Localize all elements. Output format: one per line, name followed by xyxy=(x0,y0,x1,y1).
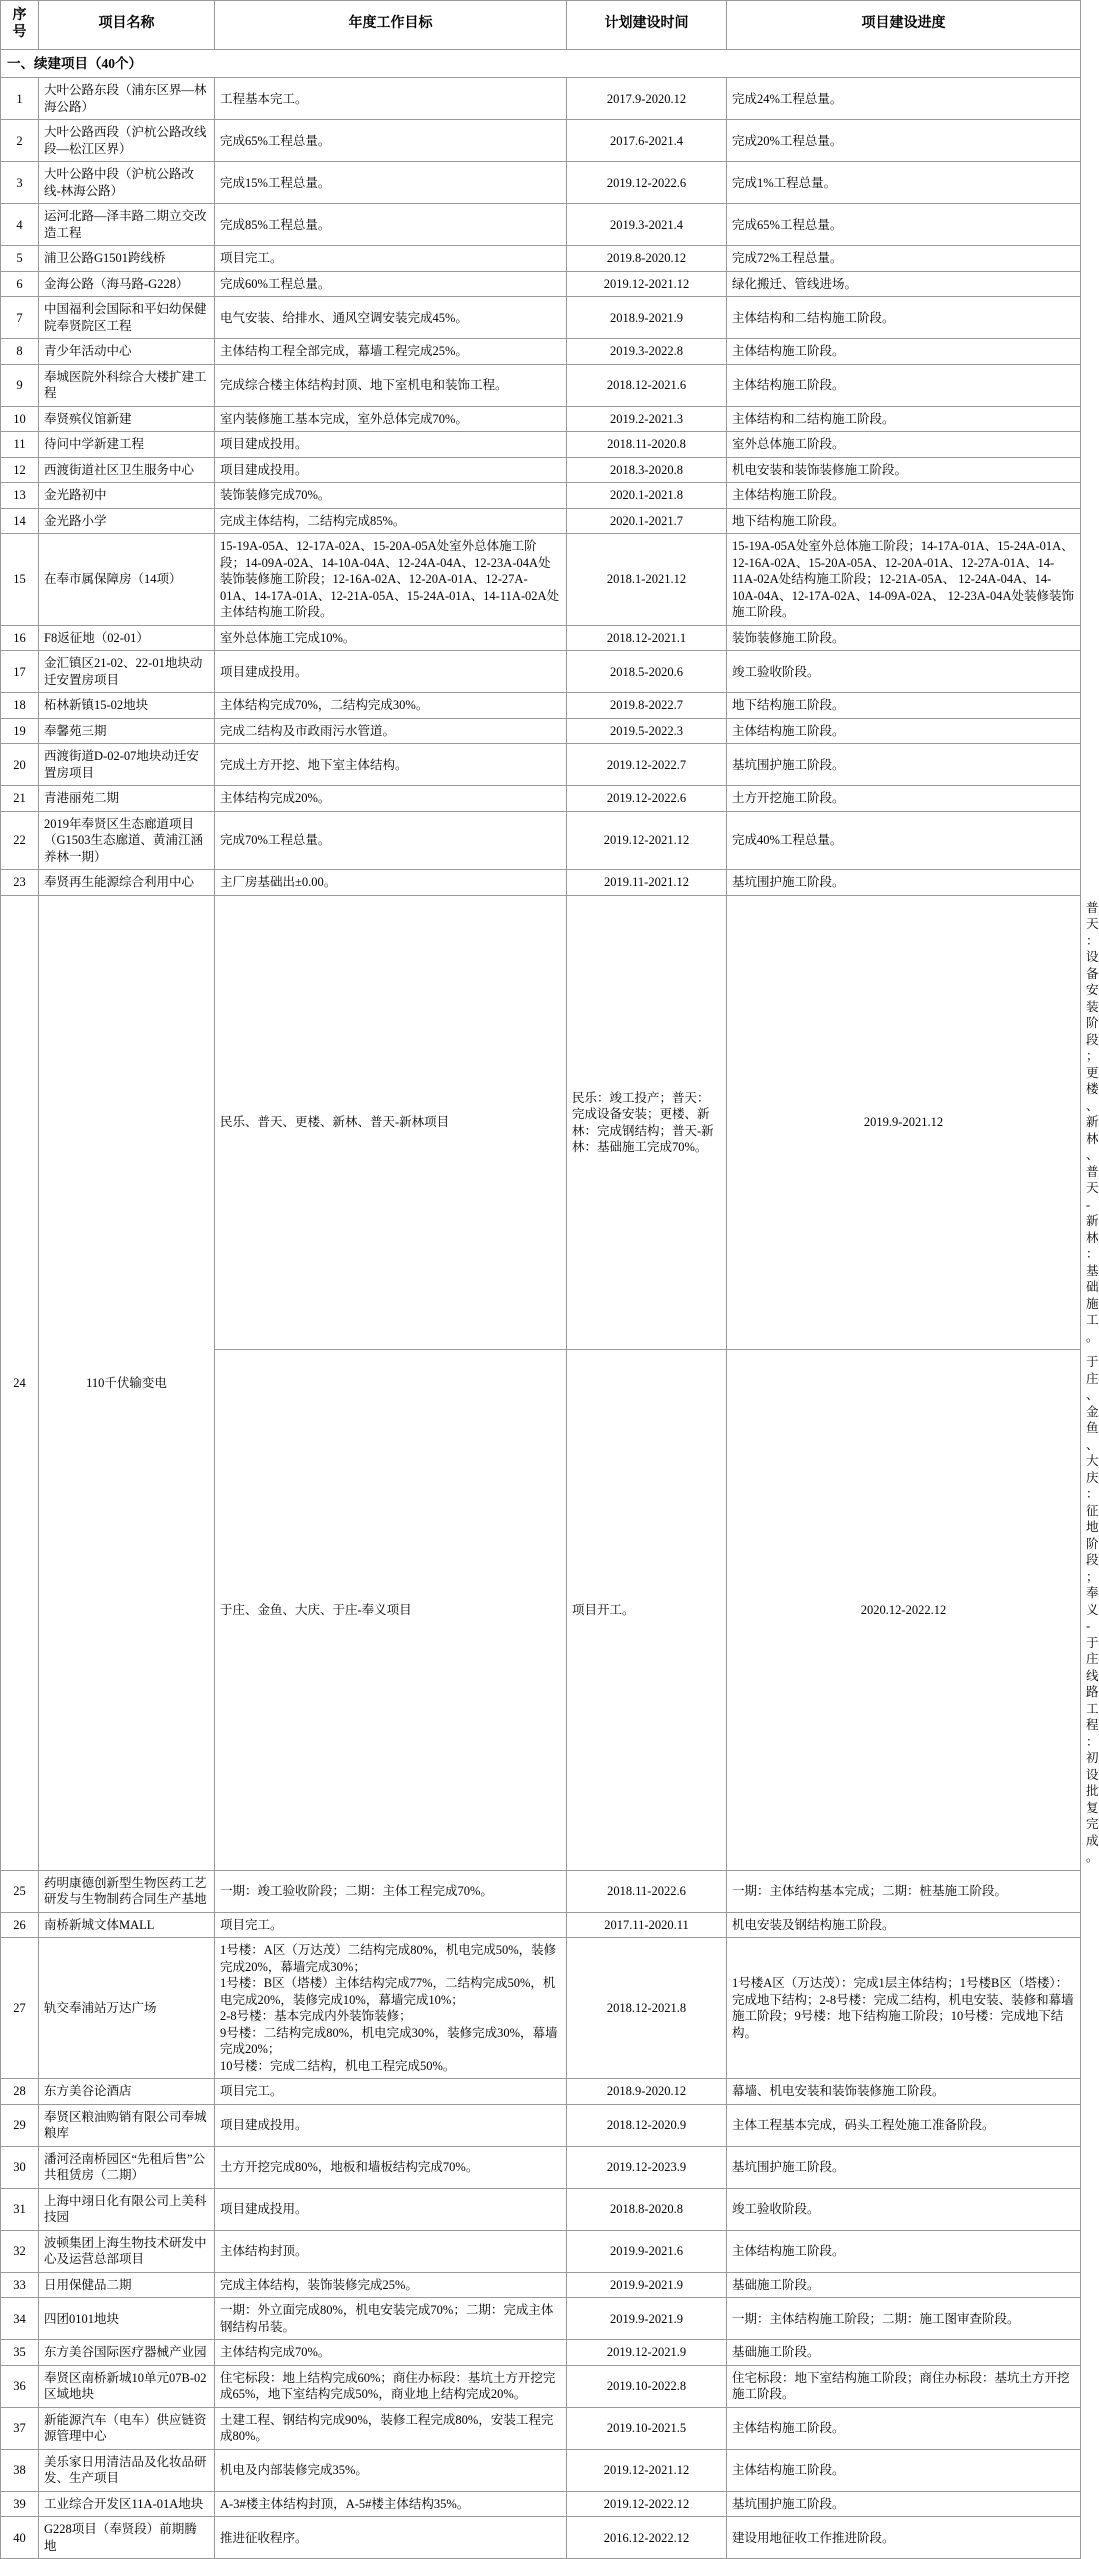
row-time: 2019.12-2021.12 xyxy=(567,811,727,870)
table-row xyxy=(1,1912,1081,1938)
row-seq: 23 xyxy=(1,870,39,896)
row-progress: 建设用地征收工作推进阶段。 xyxy=(727,2517,1081,2559)
row-progress: 基础施工阶段。 xyxy=(727,2272,1081,2298)
table-row xyxy=(1,625,1081,651)
table-row xyxy=(1,483,1081,509)
row-progress: 主体结构施工阶段。 xyxy=(727,339,1081,365)
row-goal: 一期：竣工验收阶段；二期：主体工程完成70%。 xyxy=(215,1870,567,1912)
table-row xyxy=(1,693,1081,719)
row-progress: 基坑围护施工阶段。 xyxy=(727,2491,1081,2517)
column-header-seq-char: 号 xyxy=(12,24,27,40)
row-goal: 推进征收程序。 xyxy=(215,2517,567,2559)
table-row xyxy=(1,2407,1081,2449)
row-time: 2018.11-2022.6 xyxy=(567,1870,727,1912)
row-time: 2019.12-2022.6 xyxy=(567,162,727,204)
row-goal: 完成65%工程总量。 xyxy=(215,120,567,162)
row-progress: 主体结构和二结构施工阶段。 xyxy=(727,297,1081,339)
row-time: 2018.12-2021.6 xyxy=(567,364,727,406)
row-goal: 装饰装修完成70%。 xyxy=(215,483,567,509)
row-name: 西渡街道D-02-07地块动迁安置房项目 xyxy=(39,744,215,786)
row-progress: 竣工验收阶段。 xyxy=(727,2188,1081,2230)
table-row xyxy=(1,78,1081,120)
table-row xyxy=(1,811,1081,870)
table-row xyxy=(1,162,1081,204)
row-name: 奉贤再生能源综合利用中心 xyxy=(39,870,215,896)
row-progress: 主体结构施工阶段。 xyxy=(727,483,1081,509)
row-progress: 一期：主体结构施工阶段；二期：施工图审查阶段。 xyxy=(727,2298,1081,2340)
row-time: 2020.1-2021.8 xyxy=(567,483,727,509)
row-time: 2019.10-2022.8 xyxy=(567,2365,727,2407)
table-row xyxy=(1,457,1081,483)
row-seq: 17 xyxy=(1,651,39,693)
row-seq: 33 xyxy=(1,2272,39,2298)
row-goal: 15-19A-05A、12-17A-02A、15-20A-05A处室外总体施工阶段；14-09A-02A、14-10A-04A、12-24A-04A、12-23A-04A处装饰装修施工阶段；12-16A-02A、12-20A-01A、12-27A-01A、14-17A-01A、12-21A-05A、15-24A-01A、14-11A-02A处主体结构施工阶段。 xyxy=(215,534,567,626)
row-goal: 室外总体施工完成10%。 xyxy=(215,625,567,651)
row-progress: 竣工验收阶段。 xyxy=(727,651,1081,693)
table-header xyxy=(1,1,1081,50)
column-header-time: 计划建设时间 xyxy=(567,1,727,50)
row-goal: 完成土方开挖、地下室主体结构。 xyxy=(215,744,567,786)
table-row xyxy=(1,1870,1081,1912)
row-goal: 主体结构完成20%。 xyxy=(215,786,567,812)
row-time: 2018.1-2021.12 xyxy=(567,534,727,626)
table-row xyxy=(1,2517,1081,2559)
row-progress: 装饰装修施工阶段。 xyxy=(727,625,1081,651)
row-name: 东方美谷国际医疗器械产业园 xyxy=(39,2340,215,2366)
row-seq: 6 xyxy=(1,271,39,297)
row-name: 南桥新城文体MALL xyxy=(39,1912,215,1938)
row-time: 2020.12-2022.12 xyxy=(727,1350,1081,1871)
row-seq: 39 xyxy=(1,2491,39,2517)
column-header-goal: 年度工作目标 xyxy=(215,1,567,50)
row-time: 2019.12-2023.9 xyxy=(567,2146,727,2188)
row-name: G228项目（奉贤段）前期腾地 xyxy=(39,2517,215,2559)
row-name: 奉馨苑三期 xyxy=(39,718,215,744)
row-goal: 项目建成投用。 xyxy=(215,2104,567,2146)
row-name: 西渡街道社区卫生服务中心 xyxy=(39,457,215,483)
row-seq: 38 xyxy=(1,2449,39,2491)
row-progress: 完成40%工程总量。 xyxy=(727,811,1081,870)
row-goal: 机电及内部装修完成35%。 xyxy=(215,2449,567,2491)
row-name: 金光路小学 xyxy=(39,508,215,534)
table-row xyxy=(1,2491,1081,2517)
row-progress: 地下结构施工阶段。 xyxy=(727,508,1081,534)
row-name: 大叶公路西段（沪杭公路改线段—松江区界） xyxy=(39,120,215,162)
table-row xyxy=(1,271,1081,297)
table-row xyxy=(1,2365,1081,2407)
table-row xyxy=(1,364,1081,406)
row-progress: 主体结构施工阶段。 xyxy=(727,2230,1081,2272)
row-time: 2019.12-2022.6 xyxy=(567,786,727,812)
table-row xyxy=(1,2230,1081,2272)
row-goal: 完成60%工程总量。 xyxy=(215,271,567,297)
table-row xyxy=(1,534,1081,626)
row-name: 青港丽苑二期 xyxy=(39,786,215,812)
row-seq: 11 xyxy=(1,432,39,458)
row-name: 药明康德创新型生物医药工艺研发与生物制药合同生产基地 xyxy=(39,1870,215,1912)
row-progress: 基坑围护施工阶段。 xyxy=(727,870,1081,896)
row-time: 2019.9-2021.12 xyxy=(727,895,1081,1350)
column-header-progress: 项目建设进度 xyxy=(727,1,1081,50)
row-time: 2018.12-2021.1 xyxy=(567,625,727,651)
row-time: 2019.11-2021.12 xyxy=(567,870,727,896)
row-progress: 绿化搬迁、管线进场。 xyxy=(727,271,1081,297)
table-body xyxy=(1,49,1099,2559)
row-seq: 20 xyxy=(1,744,39,786)
row-goal: 工程基本完工。 xyxy=(215,78,567,120)
row-name: 金海公路（海马路-G228） xyxy=(39,271,215,297)
row-name: 运河北路—泽丰路二期立交改造工程 xyxy=(39,204,215,246)
table-row xyxy=(1,2298,1081,2340)
row-seq: 35 xyxy=(1,2340,39,2366)
row-name: 奉城医院外科综合大楼扩建工程 xyxy=(39,364,215,406)
row-seq: 26 xyxy=(1,1912,39,1938)
table-row xyxy=(1,2188,1081,2230)
row-time: 2016.12-2022.12 xyxy=(567,2517,727,2559)
row-goal: 室内装修施工基本完成，室外总体完成70%。 xyxy=(215,406,567,432)
table-row xyxy=(1,432,1081,458)
row-time: 2018.8-2020.8 xyxy=(567,2188,727,2230)
row-seq: 12 xyxy=(1,457,39,483)
row-goal: 1号楼：A区（万达茂）二结构完成80%，机电完成50%，装修完成20%，幕墙完成30%； 1号楼：B区（塔楼）主体结构完成77%，二结构完成50%，机电完成20%，装修完成10%，幕墙完成10%； 2-8号楼：基本完成内外装饰装修； 9号楼：二结构完成80%，机电完成30%，装修完成30%，幕墙完成20%； 10号楼：完成二结构，机电工程完成50%。 xyxy=(215,1938,567,2079)
row-time: 2018.9-2020.12 xyxy=(567,2079,727,2105)
row-goal: 主体结构完成70%。 xyxy=(215,2340,567,2366)
row-name: 轨交奉浦站万达广场 xyxy=(39,1938,215,2079)
row-seq: 32 xyxy=(1,2230,39,2272)
row-seq: 37 xyxy=(1,2407,39,2449)
row-goal: 项目完工。 xyxy=(215,1912,567,1938)
row-progress: 室外总体施工阶段。 xyxy=(727,432,1081,458)
row-time: 2019.12-2021.12 xyxy=(567,271,727,297)
row-time: 2019.12-2022.12 xyxy=(567,2491,727,2517)
row-progress: 完成72%工程总量。 xyxy=(727,246,1081,272)
row-seq: 28 xyxy=(1,2079,39,2105)
row-name: F8返征地（02-01） xyxy=(39,625,215,651)
row-progress: 完成1%工程总量。 xyxy=(727,162,1081,204)
row-name: 新能源汽车（电车）供应链资源管理中心 xyxy=(39,2407,215,2449)
row-time: 2018.11-2020.8 xyxy=(567,432,727,458)
row-time: 2020.1-2021.7 xyxy=(567,508,727,534)
row-seq: 22 xyxy=(1,811,39,870)
table-row xyxy=(1,1938,1081,2079)
row-goal: 土方开挖完成80%，地板和墙板结构完成70%。 xyxy=(215,2146,567,2188)
column-header-seq xyxy=(1,1,39,50)
row-seq: 8 xyxy=(1,339,39,365)
row-name: 柘林新镇15-02地块 xyxy=(39,693,215,719)
row-goal: 项目完工。 xyxy=(215,246,567,272)
row-seq: 16 xyxy=(1,625,39,651)
row-seq: 7 xyxy=(1,297,39,339)
row-name: 奉贤殡仪馆新建 xyxy=(39,406,215,432)
row-goal: 项目开工。 xyxy=(567,1350,727,1871)
row-time: 2018.12-2021.8 xyxy=(567,1938,727,2079)
row-time: 2019.3-2021.4 xyxy=(567,204,727,246)
row-seq: 15 xyxy=(1,534,39,626)
row-name: 日用保健品二期 xyxy=(39,2272,215,2298)
row-progress: 1号楼A区（万达茂）：完成1层主体结构；1号楼B区（塔楼）：完成地下结构；2-8号楼：完成二结构，机电安装、装修和幕墙施工阶段；9号楼：地下结构施工阶段；10号楼：完成地下结构。 xyxy=(727,1938,1081,2079)
row-name: 中国福利会国际和平妇幼保健院奉贤院区工程 xyxy=(39,297,215,339)
row-goal: 完成综合楼主体结构封顶、地下室机电和装饰工程。 xyxy=(215,364,567,406)
row-goal: 土建工程、钢结构完成90%，装修工程完成80%，安装工程完成80%。 xyxy=(215,2407,567,2449)
row-progress: 15-19A-05A处室外总体施工阶段；14-17A-01A、15-24A-01A、12-16A-02A、15-20A-05A、12-20A-01A、12-27A-01A、14-11A-02A处结构施工阶段；12-21A-05A、 12-24A-04A、14-10A-04A、12-17A-02A、14-09A-02A、 12-23A-04A处装修装饰施工阶段。 xyxy=(727,534,1081,626)
section-header-row xyxy=(1,49,1081,78)
row-time: 2018.3-2020.8 xyxy=(567,457,727,483)
row-name: 于庄、金鱼、大庆、于庄-奉义项目 xyxy=(215,1350,567,1871)
row-time: 2018.12-2020.9 xyxy=(567,2104,727,2146)
row-seq: 3 xyxy=(1,162,39,204)
row-goal: 项目建成投用。 xyxy=(215,2188,567,2230)
row-seq: 29 xyxy=(1,2104,39,2146)
header-row xyxy=(1,1,1081,50)
row-progress: 完成24%工程总量。 xyxy=(727,78,1081,120)
row-goal: A-3#楼主体结构封顶，A-5#楼主体结构35%。 xyxy=(215,2491,567,2517)
row-time: 2019.8-2020.12 xyxy=(567,246,727,272)
row-time: 2019.8-2022.7 xyxy=(567,693,727,719)
row-time: 2019.3-2022.8 xyxy=(567,339,727,365)
table-row xyxy=(1,339,1081,365)
table-row: 于庄、金鱼、大庆、于庄-奉义项目 项目开工。 2020.12-2022.12 于庄、金鱼、大庆：征地阶段；奉义-于庄线路工程：初设批复完成。 xyxy=(1,1350,1081,1871)
row-goal: 完成二结构及市政雨污水管道。 xyxy=(215,718,567,744)
row-time: 2017.6-2021.4 xyxy=(567,120,727,162)
row-goal: 完成主体结构，二结构完成85%。 xyxy=(215,508,567,534)
table-row xyxy=(1,2340,1081,2366)
row-time: 2017.9-2020.12 xyxy=(567,78,727,120)
row-name: 潘河泾南桥园区“先租后售”公共租赁房（二期） xyxy=(39,2146,215,2188)
table-row xyxy=(1,2449,1081,2491)
row-seq: 4 xyxy=(1,204,39,246)
row-progress: 基坑围护施工阶段。 xyxy=(727,744,1081,786)
row-progress: 主体工程基本完成，码头工程处施工准备阶段。 xyxy=(727,2104,1081,2146)
table-row xyxy=(1,204,1081,246)
row-progress: 主体结构和二结构施工阶段。 xyxy=(727,406,1081,432)
row-name: 四团0101地块 xyxy=(39,2298,215,2340)
table-row xyxy=(1,246,1081,272)
row-goal: 主体结构工程全部完成，幕墙工程完成25%。 xyxy=(215,339,567,365)
table-row xyxy=(1,2079,1081,2105)
row-name: 东方美谷论酒店 xyxy=(39,2079,215,2105)
row-seq: 14 xyxy=(1,508,39,534)
row-progress: 土方开挖施工阶段。 xyxy=(727,786,1081,812)
row-time: 2019.5-2022.3 xyxy=(567,718,727,744)
row-seq: 5 xyxy=(1,246,39,272)
table-row xyxy=(1,297,1081,339)
row-seq: 2 xyxy=(1,120,39,162)
row-time: 2019.12-2021.9 xyxy=(567,2340,727,2366)
row-seq: 1 xyxy=(1,78,39,120)
column-header-seq-char: 序 xyxy=(12,8,27,23)
row-seq: 13 xyxy=(1,483,39,509)
row-seq: 24 xyxy=(1,895,39,1870)
row-goal: 完成85%工程总量。 xyxy=(215,204,567,246)
table-row xyxy=(1,786,1081,812)
row-name: 浦卫公路G1501跨线桥 xyxy=(39,246,215,272)
row-time: 2018.5-2020.6 xyxy=(567,651,727,693)
row-progress: 住宅标段：地下室结构施工阶段；商住办标段：基坑土方开挖施工阶段。 xyxy=(727,2365,1081,2407)
row-time: 2017.11-2020.11 xyxy=(567,1912,727,1938)
row-group-name: 110千伏输变电 xyxy=(39,895,215,1870)
row-seq: 21 xyxy=(1,786,39,812)
row-goal: 主体结构完成70%，二结构完成30%。 xyxy=(215,693,567,719)
row-seq: 19 xyxy=(1,718,39,744)
row-goal: 完成70%工程总量。 xyxy=(215,811,567,870)
row-progress: 主体结构施工阶段。 xyxy=(727,2449,1081,2491)
row-time: 2019.9-2021.9 xyxy=(567,2298,727,2340)
row-seq: 27 xyxy=(1,1938,39,2079)
row-goal: 项目建成投用。 xyxy=(215,457,567,483)
table-row xyxy=(1,744,1081,786)
row-seq: 18 xyxy=(1,693,39,719)
section-title: 一、续建项目（40个） xyxy=(1,49,1081,78)
row-time: 2019.9-2021.9 xyxy=(567,2272,727,2298)
row-name: 奉贤区粮油购销有限公司奉城粮库 xyxy=(39,2104,215,2146)
row-seq: 9 xyxy=(1,364,39,406)
column-header-name: 项目名称 xyxy=(39,1,215,50)
row-seq: 40 xyxy=(1,2517,39,2559)
row-progress: 幕墙、机电安装和装饰装修施工阶段。 xyxy=(727,2079,1081,2105)
row-progress: 基坑围护施工阶段。 xyxy=(727,2146,1081,2188)
row-name: 待问中学新建工程 xyxy=(39,432,215,458)
row-goal: 电气安装、给排水、通风空调安装完成45%。 xyxy=(215,297,567,339)
row-name: 金光路初中 xyxy=(39,483,215,509)
row-seq: 34 xyxy=(1,2298,39,2340)
row-name: 青少年活动中心 xyxy=(39,339,215,365)
row-progress: 基础施工阶段。 xyxy=(727,2340,1081,2366)
row-progress: 主体结构施工阶段。 xyxy=(727,718,1081,744)
row-seq: 31 xyxy=(1,2188,39,2230)
row-progress: 地下结构施工阶段。 xyxy=(727,693,1081,719)
row-name: 奉贤区南桥新城10单元07B-02区域地块 xyxy=(39,2365,215,2407)
row-progress: 主体结构施工阶段。 xyxy=(727,2407,1081,2449)
table-row xyxy=(1,2272,1081,2298)
table-row xyxy=(1,2146,1081,2188)
row-time: 2018.9-2021.9 xyxy=(567,297,727,339)
row-time: 2019.2-2021.3 xyxy=(567,406,727,432)
row-time: 2019.9-2021.6 xyxy=(567,2230,727,2272)
row-goal: 完成15%工程总量。 xyxy=(215,162,567,204)
row-name: 上海中翊日化有限公司上美科技园 xyxy=(39,2188,215,2230)
row-goal: 完成主体结构，装饰装修完成25%。 xyxy=(215,2272,567,2298)
row-seq: 25 xyxy=(1,1870,39,1912)
row-progress: 机电安装及钢结构施工阶段。 xyxy=(727,1912,1081,1938)
row-name: 2019年奉贤区生态廊道项目（G1503生态廊道、黄浦江涵养林一期） xyxy=(39,811,215,870)
row-name: 工业综合开发区11A-01A地块 xyxy=(39,2491,215,2517)
row-goal: 一期：外立面完成80%，机电安装完成70%；二期：完成主体钢结构吊装。 xyxy=(215,2298,567,2340)
row-goal: 项目建成投用。 xyxy=(215,651,567,693)
row-time: 2019.12-2022.7 xyxy=(567,744,727,786)
row-progress: 一期：主体结构基本完成；二期：桩基施工阶段。 xyxy=(727,1870,1081,1912)
table-row xyxy=(1,120,1081,162)
row-goal: 主厂房基础出±0.00。 xyxy=(215,870,567,896)
row-name: 大叶公路东段（浦东区界—林海公路） xyxy=(39,78,215,120)
row-progress: 完成20%工程总量。 xyxy=(727,120,1081,162)
row-name: 大叶公路中段（沪杭公路改线-林海公路） xyxy=(39,162,215,204)
row-seq: 36 xyxy=(1,2365,39,2407)
row-progress: 机电安装和装饰装修施工阶段。 xyxy=(727,457,1081,483)
row-progress: 完成65%工程总量。 xyxy=(727,204,1081,246)
row-progress: 主体结构施工阶段。 xyxy=(727,364,1081,406)
row-seq: 30 xyxy=(1,2146,39,2188)
row-time: 2019.12-2021.12 xyxy=(567,2449,727,2491)
table-row xyxy=(1,508,1081,534)
table-row xyxy=(1,406,1081,432)
row-name: 波顿集团上海生物技术研发中心及运营总部项目 xyxy=(39,2230,215,2272)
table-row: 24 110千伏输变电 民乐、普天、更楼、新林、普天-新林项目 民乐：竣工投产；普天：完成设备安装；更楼、新林：完成钢结构；普天-新林：基础施工完成70%。 2019.9-2021.12 普天：设备安装阶段；更楼、新林、普天-新林：基础施工。 xyxy=(1,895,1081,1350)
table-row xyxy=(1,870,1081,896)
row-goal: 住宅标段：地上结构完成60%；商住办标段：基坑土方开挖完成65%，地下室结构完成50%，商业地上结构完成20%。 xyxy=(215,2365,567,2407)
table-row xyxy=(1,651,1081,693)
row-goal: 民乐：竣工投产；普天：完成设备安装；更楼、新林：完成钢结构；普天-新林：基础施工完成70%。 xyxy=(567,895,727,1350)
row-goal: 主体结构封顶。 xyxy=(215,2230,567,2272)
row-name: 金汇镇区21-02、22-01地块动迁安置房项目 xyxy=(39,651,215,693)
row-seq: 10 xyxy=(1,406,39,432)
row-time: 2019.10-2021.5 xyxy=(567,2407,727,2449)
table-row xyxy=(1,718,1081,744)
row-name: 在奉市属保障房（14项） xyxy=(39,534,215,626)
row-name: 美乐家日用清洁品及化妆品研发、生产项目 xyxy=(39,2449,215,2491)
table-row xyxy=(1,2104,1081,2146)
row-goal: 项目完工。 xyxy=(215,2079,567,2105)
row-goal: 项目建成投用。 xyxy=(215,432,567,458)
row-name: 民乐、普天、更楼、新林、普天-新林项目 xyxy=(215,895,567,1350)
